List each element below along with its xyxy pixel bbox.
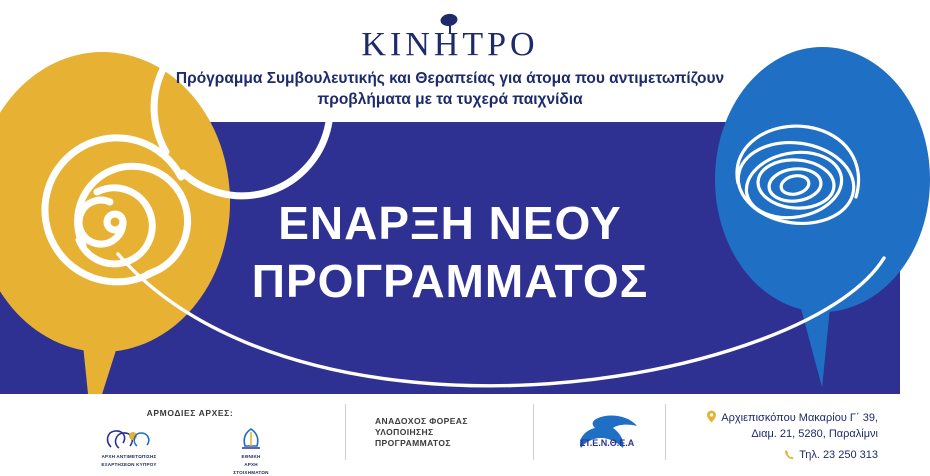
headline-line-2: ΠΡΟΓΡΑΜΜΑΤΟΣ (251, 255, 649, 307)
poster-header (0, 0, 900, 122)
authority-2-caption-line-1: ΕΘΝΙΚΗ (241, 454, 261, 459)
authorities-label: ΑΡΜΟΔΙΕΣ ΑΡΧΕΣ: (146, 408, 234, 418)
authority-1-caption-line-2: ΕΞΑΡΤΗΣΕΩΝ ΚΥΠΡΟΥ (101, 462, 157, 467)
phone-icon (784, 449, 795, 460)
authorities-logos (60, 426, 320, 476)
contact-info (663, 410, 878, 463)
location-pin-icon (706, 410, 717, 423)
stenthea-logo-icon (559, 412, 655, 454)
brand-subtitle (0, 68, 900, 110)
implementer-line-1: ΑΝΑΔΟΧΟΣ ΦΟΡΕΑΣ (375, 416, 468, 426)
addictions-authority-icon (81, 426, 177, 452)
authority-1-caption-line-1: ΑΡΧΗ ΑΝΤΙΜΕΤΩΠΙΣΗΣ (101, 454, 157, 459)
implementer-label (375, 416, 535, 449)
authority-logo-1 (81, 426, 177, 468)
implementer-line-3: ΠΡΟΓΡΑΜΜΑΤΟΣ (375, 438, 451, 448)
authority-2-caption-line-3: ΣΤΟΙΧΗΜΑΤΩΝ (233, 470, 269, 475)
headline-line-1: ΕΝΑΡΞΗ ΝΕΟΥ (278, 197, 622, 249)
stenthea-logo-text: ΣΤ.Ε.Ν.Θ.Ε.Α (579, 438, 635, 448)
implementer-line-2: ΥΛΟΠΟΙΗΣΗΣ (375, 427, 434, 437)
implementer-logo (552, 412, 662, 459)
authorities-section (60, 408, 320, 476)
authority-2-caption-line-2: ΑΡΧΗ (244, 462, 258, 467)
poster-footer (0, 394, 900, 475)
headline (0, 194, 900, 310)
main-panel (0, 122, 900, 394)
phone-number: Τηλ. 23 250 313 (799, 449, 878, 461)
address-line-1: Αρχιεπισκόπου Μακαρίου Γ΄ 39, (721, 412, 878, 424)
brand-subtitle-line-2: προβλήματα με τα τυχερά παιχνίδια (317, 91, 583, 108)
betting-authority-icon (203, 426, 299, 452)
address-line-1-row (663, 410, 878, 426)
brand-subtitle-line-1: Πρόγραμμα Συμβουλευτικής και Θεραπείας για άτομα που αντιμετωπίζουν (175, 70, 725, 87)
address-line-2: Διαμ. 21, 5280, Παραλίμνι (751, 428, 878, 440)
authority-logo-2 (203, 426, 299, 476)
footer-divider-1 (345, 404, 346, 460)
brand-title: ΚΙΝΗΤΡΟ (361, 26, 539, 63)
phone-row[interactable] (663, 447, 878, 463)
